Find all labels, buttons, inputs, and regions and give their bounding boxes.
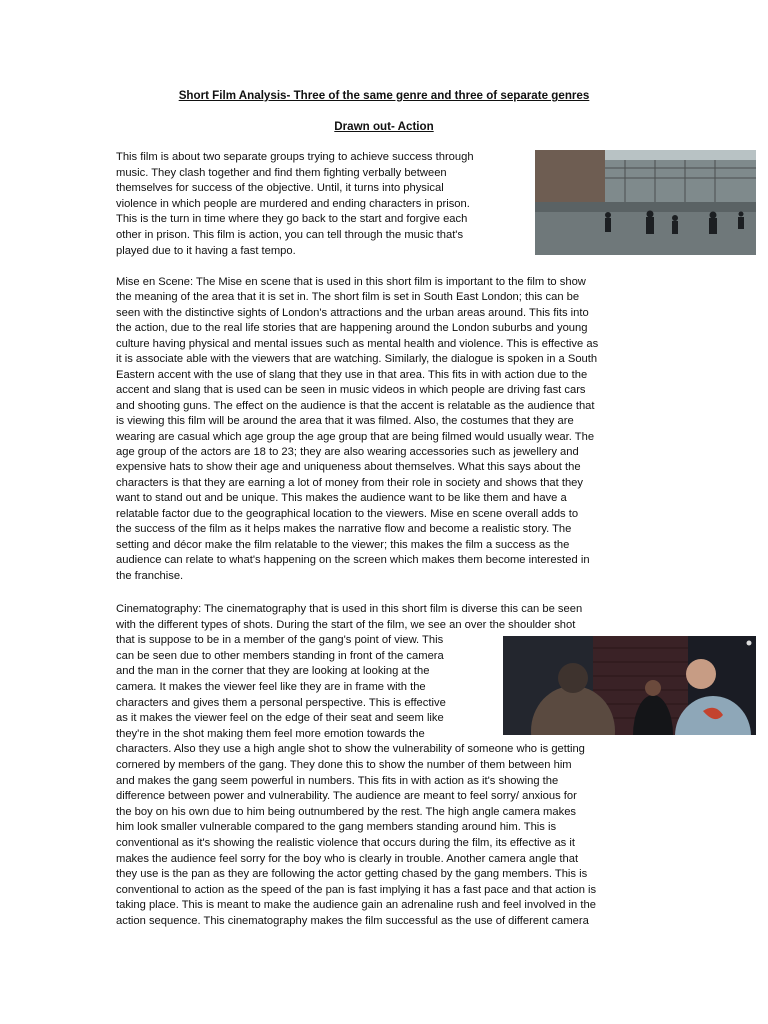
cine-line: taking place. This is meant to make the audience gain an adrenaline rush and feel involved in the xyxy=(116,899,596,912)
cine-line: can be seen due to other members standing in front of the camera xyxy=(116,649,444,662)
intro-line: violence in which people are murdered and ending characters in prison. xyxy=(116,197,470,210)
intro-line: This film is about two separate groups trying to achieve success through xyxy=(116,151,474,163)
mise-line: expensive hats to show their age and uniqueness about themselves. What this says about the xyxy=(116,461,581,474)
cine-line: as it makes the viewer feel on the edge of their seat and seem like xyxy=(116,712,444,725)
mise-line: relatable factor due to the geographical location to the viewers. Mise en scene overall adds to xyxy=(116,507,579,520)
cine-line: makes the audience feel sorry for the boy who is clearly in trouble. Another camera angle that xyxy=(116,852,579,865)
cine-line: and the man in the corner that they are looking at looking at the xyxy=(116,665,430,678)
mise-line: seen with the distinctive sights of London's attractions and the urban areas around. This fits into xyxy=(116,306,589,319)
mise-line: the action, due to the real life stories that are happening around the London suburbs and young xyxy=(116,322,588,335)
cine-line: the boy on his own due to him being outnumbered by the rest. The high angle camera makes xyxy=(116,805,577,818)
cine-line: Cinematography: The cinematography that is used in this short film is diverse this can be seen xyxy=(116,603,583,615)
cine-line: camera. It makes the viewer feel like they are in frame with the xyxy=(116,681,426,693)
cine-line: they're in the shot making them feel more emotion towards the xyxy=(116,727,425,740)
mise-line: Eastern accent with the use of slang that they use in that area. This fits in with action due to the xyxy=(116,368,588,381)
cine-line: cornered by members of the gang. They done this to show the number of them between him xyxy=(116,759,572,771)
info-icon xyxy=(747,641,752,646)
cine-line: characters. Also they use a high angle shot to show the vulnerability of someone who is getting xyxy=(116,743,585,756)
section-heading: Drawn out- Action xyxy=(334,120,434,133)
mise-line: is viewing this film will be around the area that it was filmed. Also, the costumes that they are xyxy=(116,415,574,428)
cine-line: characters and gives them a personal perspective. This is effective xyxy=(116,696,446,709)
film-still-alley xyxy=(503,636,756,735)
cine-line: him look smaller vulnerable compared to the gang members standing around him. This is xyxy=(116,821,557,834)
film-still-courtyard xyxy=(535,150,756,255)
cine-line: difference between power and vulnerability. The audience are meant to feel sorry/ anxious for xyxy=(116,790,577,803)
mise-line: it is associate able with the viewers that are watching. Similarly, the dialogue is spoken in a South xyxy=(116,353,598,366)
mise-line: Mise en Scene: The Mise en scene that is used in this short film is important to the film to show xyxy=(116,276,586,288)
mise-line: wearing are casual which age group the age group that are being filmed would usually wear. The xyxy=(116,430,595,443)
intro-line: other in prison. This film is action, you can tell through the music that's xyxy=(116,229,464,241)
cine-line: action sequence. This cinematography makes the film successful as the use of different camera xyxy=(116,915,589,927)
mise-line: want to stand out and be unique. This makes the audience want to be like them and have a xyxy=(116,492,567,505)
intro-line: played due to it having a fast tempo. xyxy=(116,244,296,257)
mise-line: accent and slang that is used can be seen in music videos in which people are driving fast cars xyxy=(116,384,586,397)
mise-line: setting and décor make the film relatable to the viewer; this makes the film a success as the xyxy=(116,538,570,551)
cine-line: and makes the gang seem powerful in numbers. This fits in with action as it's showing the xyxy=(116,774,559,787)
alley-scene-image xyxy=(503,636,756,735)
mise-line: age group of the actors are 18 to 23; they are also wearing accessories such as jewellery and xyxy=(116,445,579,458)
mise-line: the franchise. xyxy=(116,569,184,582)
document-title: Short Film Analysis- Three of the same genre and three of separate genres xyxy=(178,89,590,102)
mise-line: audience can relate to what's happening on the screen which makes them become interested in xyxy=(116,554,590,567)
cine-line: with the different types of shots. During the start of the film, we see an over the shoulder shot xyxy=(116,618,576,631)
cine-line: they use is the pan as they are following the actor getting chased by the gang members. This is xyxy=(116,868,588,881)
cine-line: that is suppose to be in a member of the gang's point of view. This xyxy=(116,634,444,647)
mise-line: the meaning of the area that it is set in. The short film is set in South East London; this can be xyxy=(116,291,580,304)
intro-line: music. They clash together and find them fighting verbally between xyxy=(116,166,447,179)
mise-line: culture having physical and mental issues such as mental health and violence. This is effective as xyxy=(116,337,599,350)
mise-line: and shooting guns. The effect on the audience is that the accent is relatable as the audience that xyxy=(116,399,595,412)
intro-line: This is the turn in time where they go back to the start and forgive each xyxy=(116,213,468,226)
mise-line: characters is that they are earning a lot of money from their role in society and shows that they xyxy=(116,476,584,489)
courtyard-scene-image xyxy=(535,150,756,255)
intro-line: themselves for success of the objective. Until, it turns into physical xyxy=(116,182,444,195)
mise-line: the success of the film as it helps makes the narrative flow and become a realistic story. The xyxy=(116,523,572,536)
cine-line: conventional to action as the speed of the pan is fast implying it has a fast pace and that action is xyxy=(116,883,597,896)
cine-line: conventional as it's showing the realistic violence that occurs during the film, its effective as it xyxy=(116,837,575,849)
